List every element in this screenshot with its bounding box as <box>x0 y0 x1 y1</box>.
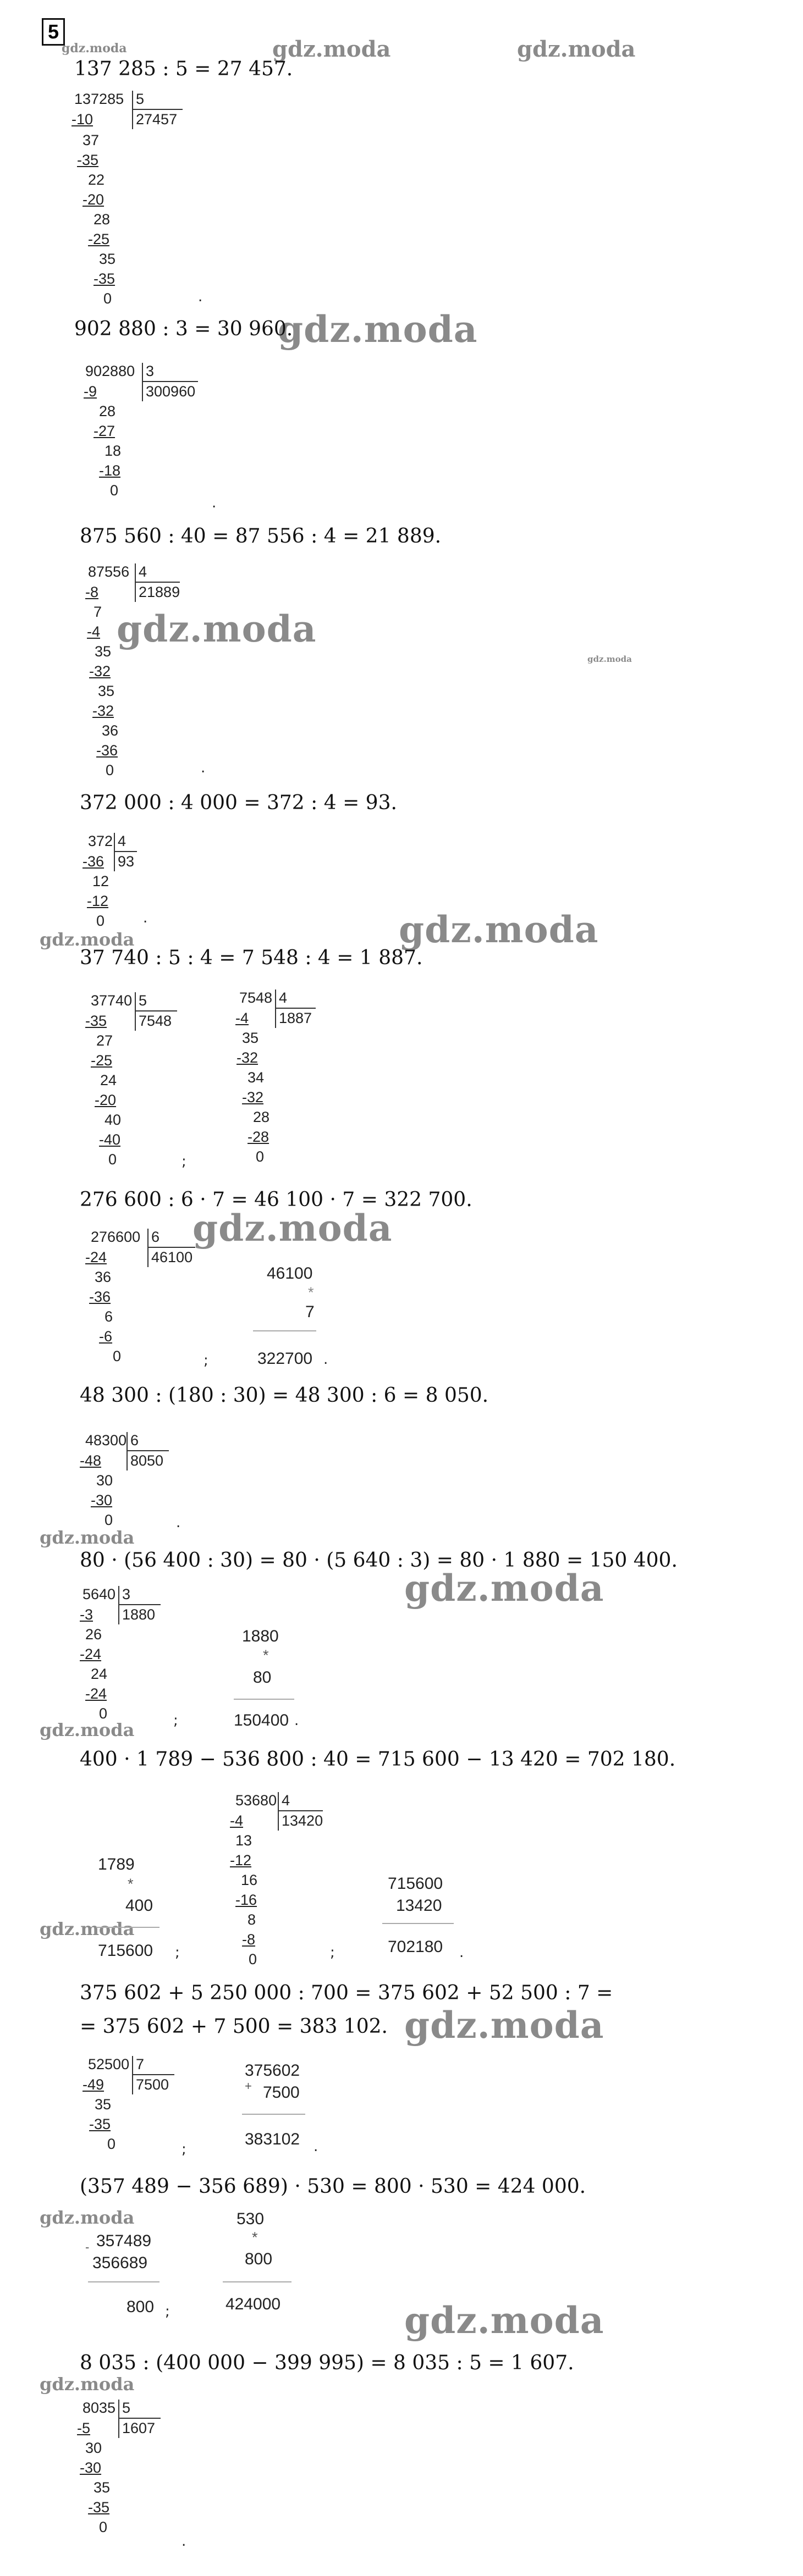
dividend: 372 <box>88 833 113 849</box>
divisor: 4 <box>139 563 147 580</box>
dividend: 8035 <box>82 2400 116 2416</box>
divisor: 3 <box>122 1586 131 1602</box>
divisor: 6 <box>151 1229 160 1245</box>
dividend: 137285 <box>74 91 124 107</box>
solution-page: 5 gdz.moda gdz.moda gdz.moda gdz.moda gdz.moda gdz.moda gdz.moda gdz.moda gdz.moda gdz.moda gdz.moda gdz.moda gdz.moda gdz.moda gdz.moda gdz.moda gdz.moda 137 285 : 5 = 27 457. 902 880 : 3 = 30 960. 875 560 : 40 = 87 556 : 4 = 21 889. 372 000 : 4 000 = 372 : 4 = 93. 37 740 : 5 : 4 = 7 548 : 4 = 1 887. 276 600 : 6 · 7 = 46 100 · 7 = 322 700. 48 300 : (180 : 30) = 48 300 : 6 = 8 050. 80 · (56 400 : 30) = 80 · (5 640 : 3) = 80 · 1 880 = 150 400. 400 · 1 789 − 536 800 : 40 = 715 600 − 13 420 = 702 180. 375 602 + 5 250 000 : 700 = 375 602 + 52 500 : 7 = = 375 602 + 7 500 = 383 102. (357 489 − 356 689) · 530 = 800 · 530 = 424 000. 8 035 : (400 000 − 399 995) = 8 035 : 5 = 1 607. 137285 5 27457 -10 37 -35 22 -20 28 -25 35 -35 0 . 902880 3 300960 -9 28 -27 18 -18 0 . 87556 4 21889 -8 7 -4 35 -32 35 -32 36 -36 0 . 372 4 93 -36 12 -12 0 . 37740 5 7548 -35 27 -25 24 -20 40 -40 0 ; 7548 4 1887 -4 35 -32 34 -32 28 -28 0 276600 6 46100 -24 36 -36 6 -6 0 ; 46100 * 7 322700 . 48300 6 8050 -48 30 -30 0 . 5640 3 1880 -3 26 -24 24 -24 0 ; 1880 * 80 150400 . 1789 * 400 715600 ; 53680 4 13420 -4 13 -12 16 -16 8 -8 0 ; 715600 13420 702180 . 52500 7 7500 -49 35 -35 0 ; 375602 + 7500 383102 . - 357489 356689 800 ; 530 * 800 424000 8035 5 1607 -5 30 -30 35 -35 0 . <box>0 0 803 2576</box>
equation: (357 489 − 356 689) · 530 = 800 · 530 = 424 000. <box>80 2175 586 2198</box>
watermark: gdz.moda <box>272 36 391 62</box>
watermark: gdz.moda <box>399 908 599 951</box>
equation: 902 880 : 3 = 30 960. <box>74 318 293 340</box>
watermark: gdz.moda <box>278 308 478 351</box>
quotient: 46100 <box>151 1249 193 1265</box>
equation: 276 600 : 6 · 7 = 46 100 · 7 = 322 700. <box>80 1189 472 1211</box>
watermark: gdz.moda <box>517 36 636 62</box>
quotient: 8050 <box>130 1452 164 1469</box>
dividend: 37740 <box>91 992 133 1009</box>
divisor: 7 <box>136 2056 145 2072</box>
equation: 37 740 : 5 : 4 = 7 548 : 4 = 1 887. <box>80 947 423 969</box>
divisor: 5 <box>139 992 147 1009</box>
watermark: gdz.moda <box>587 654 632 664</box>
divisor: 4 <box>279 990 288 1006</box>
dividend: 52500 <box>88 2056 130 2072</box>
quotient: 93 <box>118 853 135 870</box>
equation: 8 035 : (400 000 − 399 995) = 8 035 : 5 = 1 607. <box>80 2352 574 2374</box>
watermark: gdz.moda <box>193 1207 393 1250</box>
watermark: gdz.moda <box>62 41 127 56</box>
quotient: 1607 <box>122 2420 156 2436</box>
equation: 375 602 + 5 250 000 : 700 = 375 602 + 52 500 : 7 = <box>80 1982 613 2004</box>
quotient: 300960 <box>146 383 196 400</box>
divisor: 5 <box>136 91 145 107</box>
dividend: 87556 <box>88 563 130 580</box>
quotient: 1880 <box>122 1606 156 1623</box>
dividend: 53680 <box>235 1792 277 1809</box>
watermark: gdz.moda <box>40 1527 135 1548</box>
watermark: gdz.moda <box>40 929 135 950</box>
equation: 400 · 1 789 − 536 800 : 40 = 715 600 − 13 420 = 702 180. <box>80 1748 676 1771</box>
watermark: gdz.moda <box>404 2004 604 2047</box>
watermark: gdz.moda <box>404 1567 604 1610</box>
divisor: 3 <box>146 363 155 379</box>
equation: = 375 602 + 7 500 = 383 102. <box>80 2015 388 2038</box>
watermark: gdz.moda <box>404 2299 604 2342</box>
quotient: 21889 <box>139 584 180 600</box>
watermark: gdz.moda <box>40 1720 135 1740</box>
dividend: 7548 <box>239 990 273 1006</box>
watermark: gdz.moda <box>117 607 317 650</box>
divisor: 6 <box>130 1432 139 1449</box>
quotient: 7500 <box>136 2076 169 2093</box>
equation: 48 300 : (180 : 30) = 48 300 : 6 = 8 050. <box>80 1384 489 1407</box>
divisor: 4 <box>282 1792 290 1809</box>
dividend: 902880 <box>85 363 135 379</box>
equation: 80 · (56 400 : 30) = 80 · (5 640 : 3) = 80 · 1 880 = 150 400. <box>80 1549 678 1572</box>
quotient: 1887 <box>279 1010 312 1026</box>
watermark: gdz.moda <box>40 2207 135 2228</box>
dividend: 276600 <box>91 1229 141 1245</box>
equation: 137 285 : 5 = 27 457. <box>74 58 293 80</box>
watermark: gdz.moda <box>40 2374 135 2395</box>
equation: 372 000 : 4 000 = 372 : 4 = 93. <box>80 792 397 814</box>
dividend: 5640 <box>82 1586 116 1602</box>
quotient: 7548 <box>139 1013 172 1029</box>
quotient: 27457 <box>136 111 178 128</box>
quotient: 13420 <box>282 1812 323 1829</box>
exercise-number: 5 <box>42 18 65 46</box>
equation: 875 560 : 40 = 87 556 : 4 = 21 889. <box>80 525 442 548</box>
watermark: gdz.moda <box>40 1919 135 1939</box>
divisor: 4 <box>118 833 127 849</box>
dividend: 48300 <box>85 1432 127 1449</box>
divisor: 5 <box>122 2400 131 2416</box>
